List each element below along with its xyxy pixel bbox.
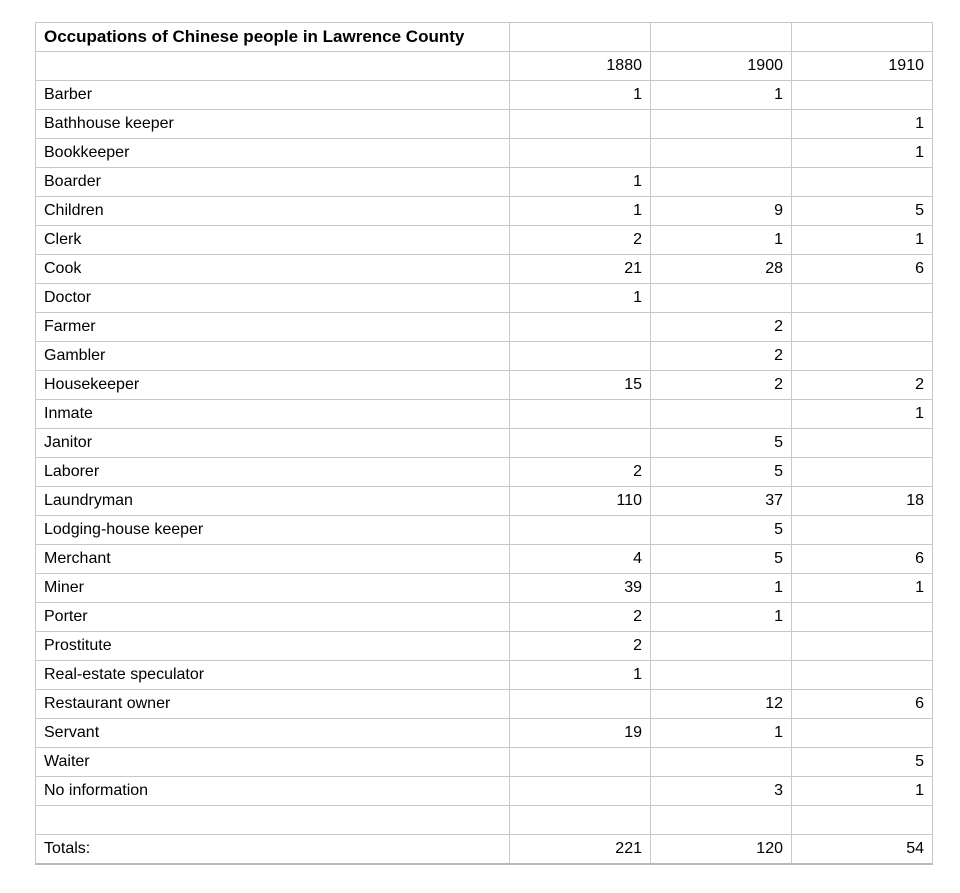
table-row — [36, 516, 933, 545]
occupation-cell: Inmate — [36, 400, 510, 429]
value-cell: 5 — [651, 545, 792, 574]
value-cell: 1 — [792, 226, 933, 255]
table-row — [36, 226, 933, 255]
value-cell: 1 — [651, 226, 792, 255]
value-cell — [651, 748, 792, 777]
value-cell — [510, 342, 651, 371]
value-cell: 12 — [651, 690, 792, 719]
value-cell: 2 — [510, 603, 651, 632]
value-cell — [651, 139, 792, 168]
value-cell: 2 — [792, 371, 933, 400]
value-cell — [651, 168, 792, 197]
table-row — [36, 400, 933, 429]
empty-cell — [36, 806, 510, 835]
occupation-cell: No information — [36, 777, 510, 806]
value-cell: 1 — [510, 197, 651, 226]
occupation-cell: Barber — [36, 81, 510, 110]
value-cell: 5 — [792, 748, 933, 777]
value-cell: 2 — [510, 632, 651, 661]
year-header-row — [36, 52, 933, 81]
occupation-cell: Laborer — [36, 458, 510, 487]
table-row — [36, 197, 933, 226]
value-cell: 1 — [510, 661, 651, 690]
occupation-cell: Clerk — [36, 226, 510, 255]
value-cell: 2 — [651, 313, 792, 342]
occupation-cell: Prostitute — [36, 632, 510, 661]
title-row — [36, 23, 933, 52]
table-row — [36, 429, 933, 458]
value-cell — [510, 110, 651, 139]
value-cell: 6 — [792, 690, 933, 719]
occupation-cell: Merchant — [36, 545, 510, 574]
occupation-cell: Laundryman — [36, 487, 510, 516]
value-cell: 1 — [792, 400, 933, 429]
value-cell — [651, 661, 792, 690]
table-row — [36, 371, 933, 400]
value-cell — [510, 429, 651, 458]
value-cell: 3 — [651, 777, 792, 806]
value-cell — [792, 661, 933, 690]
value-cell — [792, 516, 933, 545]
occupation-cell: Janitor — [36, 429, 510, 458]
value-cell — [651, 400, 792, 429]
value-cell — [792, 429, 933, 458]
value-cell: 18 — [792, 487, 933, 516]
value-cell: 2 — [651, 342, 792, 371]
value-cell — [792, 81, 933, 110]
column-header-1910: 1910 — [792, 52, 933, 81]
value-cell: 9 — [651, 197, 792, 226]
table-row — [36, 545, 933, 574]
value-cell: 1 — [651, 603, 792, 632]
value-cell — [510, 516, 651, 545]
value-cell: 1 — [792, 777, 933, 806]
value-cell — [510, 748, 651, 777]
table-row — [36, 632, 933, 661]
occupation-cell: Waiter — [36, 748, 510, 777]
value-cell — [651, 110, 792, 139]
occupation-cell: Bathhouse keeper — [36, 110, 510, 139]
value-cell — [792, 284, 933, 313]
value-cell: 1 — [651, 719, 792, 748]
value-cell: 21 — [510, 255, 651, 284]
value-cell — [510, 777, 651, 806]
table-row — [36, 313, 933, 342]
spacer-row — [36, 806, 933, 835]
value-cell: 1 — [792, 574, 933, 603]
value-cell: 4 — [510, 545, 651, 574]
empty-cell — [792, 23, 933, 52]
totals-label: Totals: — [36, 835, 510, 865]
table-row — [36, 458, 933, 487]
table-row — [36, 255, 933, 284]
table-row — [36, 168, 933, 197]
value-cell: 110 — [510, 487, 651, 516]
value-cell: 2 — [510, 226, 651, 255]
occupations-table — [35, 22, 933, 865]
occupation-cell: Doctor — [36, 284, 510, 313]
value-cell — [510, 313, 651, 342]
table-row — [36, 748, 933, 777]
value-cell: 5 — [651, 516, 792, 545]
occupation-cell: Children — [36, 197, 510, 226]
occupation-cell: Farmer — [36, 313, 510, 342]
empty-cell — [36, 52, 510, 81]
total-1880: 221 — [510, 835, 651, 865]
value-cell — [510, 400, 651, 429]
total-1900: 120 — [651, 835, 792, 865]
value-cell — [510, 139, 651, 168]
value-cell: 6 — [792, 255, 933, 284]
empty-cell — [510, 806, 651, 835]
occupation-cell: Miner — [36, 574, 510, 603]
value-cell: 5 — [792, 197, 933, 226]
total-1910: 54 — [792, 835, 933, 865]
empty-cell — [792, 806, 933, 835]
value-cell: 2 — [510, 458, 651, 487]
value-cell: 1 — [792, 139, 933, 168]
table-row — [36, 139, 933, 168]
value-cell: 1 — [510, 168, 651, 197]
occupation-cell: Porter — [36, 603, 510, 632]
value-cell: 1 — [792, 110, 933, 139]
table-row — [36, 284, 933, 313]
occupation-cell: Housekeeper — [36, 371, 510, 400]
table-row — [36, 342, 933, 371]
column-header-1900: 1900 — [651, 52, 792, 81]
occupation-cell: Bookkeeper — [36, 139, 510, 168]
table-row — [36, 81, 933, 110]
value-cell — [792, 632, 933, 661]
value-cell: 5 — [651, 458, 792, 487]
occupation-cell: Cook — [36, 255, 510, 284]
value-cell — [792, 342, 933, 371]
value-cell — [792, 458, 933, 487]
value-cell — [792, 719, 933, 748]
value-cell: 1 — [510, 284, 651, 313]
occupation-cell: Real-estate speculator — [36, 661, 510, 690]
occupation-cell: Gambler — [36, 342, 510, 371]
table-row — [36, 719, 933, 748]
value-cell — [792, 313, 933, 342]
occupation-cell: Lodging-house keeper — [36, 516, 510, 545]
value-cell: 37 — [651, 487, 792, 516]
value-cell: 6 — [792, 545, 933, 574]
value-cell — [792, 168, 933, 197]
value-cell — [651, 632, 792, 661]
table-row — [36, 690, 933, 719]
value-cell: 5 — [651, 429, 792, 458]
value-cell: 15 — [510, 371, 651, 400]
table-row — [36, 110, 933, 139]
column-header-1880: 1880 — [510, 52, 651, 81]
value-cell — [792, 603, 933, 632]
table-row — [36, 661, 933, 690]
totals-row — [36, 835, 933, 865]
value-cell — [651, 284, 792, 313]
table-row — [36, 574, 933, 603]
table-row — [36, 603, 933, 632]
value-cell: 19 — [510, 719, 651, 748]
value-cell: 39 — [510, 574, 651, 603]
empty-cell — [651, 23, 792, 52]
empty-cell — [651, 806, 792, 835]
value-cell: 1 — [651, 574, 792, 603]
value-cell: 2 — [651, 371, 792, 400]
table-title: Occupations of Chinese people in Lawrence County — [36, 23, 510, 52]
table-row — [36, 777, 933, 806]
occupation-cell: Boarder — [36, 168, 510, 197]
empty-cell — [510, 23, 651, 52]
occupation-cell: Restaurant owner — [36, 690, 510, 719]
value-cell: 1 — [651, 81, 792, 110]
value-cell — [510, 690, 651, 719]
table-row — [36, 487, 933, 516]
value-cell: 1 — [510, 81, 651, 110]
occupation-cell: Servant — [36, 719, 510, 748]
value-cell: 28 — [651, 255, 792, 284]
